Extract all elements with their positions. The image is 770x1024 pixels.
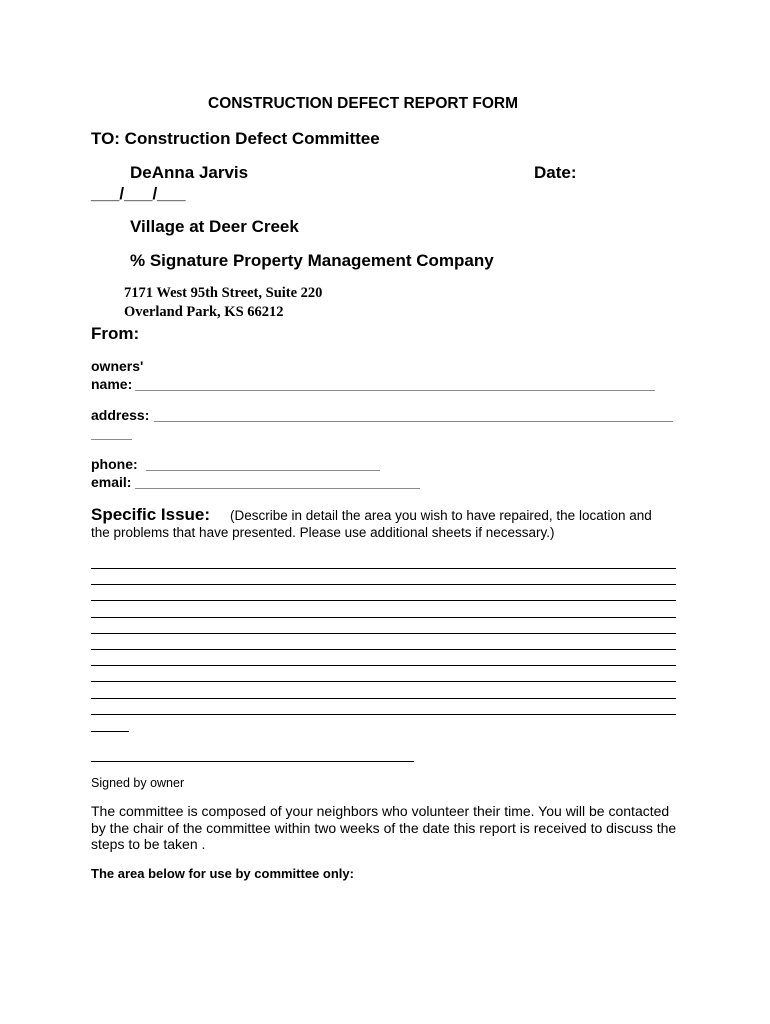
issue-line[interactable] [91,681,676,682]
email-label: email: [91,474,132,490]
specific-issue-desc-2: the problems that have presented. Please use additional sheets if necessary.) [91,525,555,540]
specific-issue-desc-1: (Describe in detail the area you wish to have repaired, the location and [230,508,652,523]
owners-name-field[interactable] [135,390,655,391]
issue-line[interactable] [91,600,676,601]
community-name: Village at Deer Creek [130,217,299,236]
committee-only-label: The area below for use by committee only: [91,866,354,881]
issue-line[interactable] [91,649,676,650]
specific-issue-label: Specific Issue: [91,505,211,524]
to-line: TO: Construction Defect Committee [91,129,380,148]
signed-by-label: Signed by owner [91,776,185,790]
management-company: % Signature Property Management Company [130,251,494,270]
phone-label: phone: [91,456,138,472]
issue-line[interactable] [91,714,676,715]
owners-label: owners' [91,358,144,374]
issue-line[interactable] [91,665,676,666]
date-label: Date: [534,163,577,182]
email-field[interactable] [135,488,420,489]
recipient-name: DeAnna Jarvis [130,163,249,182]
from-label: From: [91,324,140,343]
committee-note: The committee is composed of your neighbors who volunteer their time. You will be contacted by the chair of the committee within two weeks of the date this report is received to discuss the steps to be taken . [91,803,677,852]
issue-line[interactable] [91,617,676,618]
form-title: CONSTRUCTION DEFECT REPORT FORM [208,95,518,112]
issue-line[interactable] [91,568,676,569]
phone-field[interactable] [146,470,380,471]
address-line-1: 7171 West 95th Street, Suite 220 [124,285,323,301]
address-line-2: Overland Park, KS 66212 [124,304,284,320]
signature-line[interactable] [91,761,414,762]
issue-line[interactable] [91,584,676,585]
issue-line-end[interactable] [91,731,129,732]
address-label: address: [91,407,150,423]
name-label: name: [91,376,133,392]
address-field-continuation[interactable] [91,439,132,440]
address-field[interactable] [154,421,673,422]
issue-line[interactable] [91,633,676,634]
issue-line[interactable] [91,698,676,699]
date-field[interactable]: ___/___/___ [91,184,186,203]
